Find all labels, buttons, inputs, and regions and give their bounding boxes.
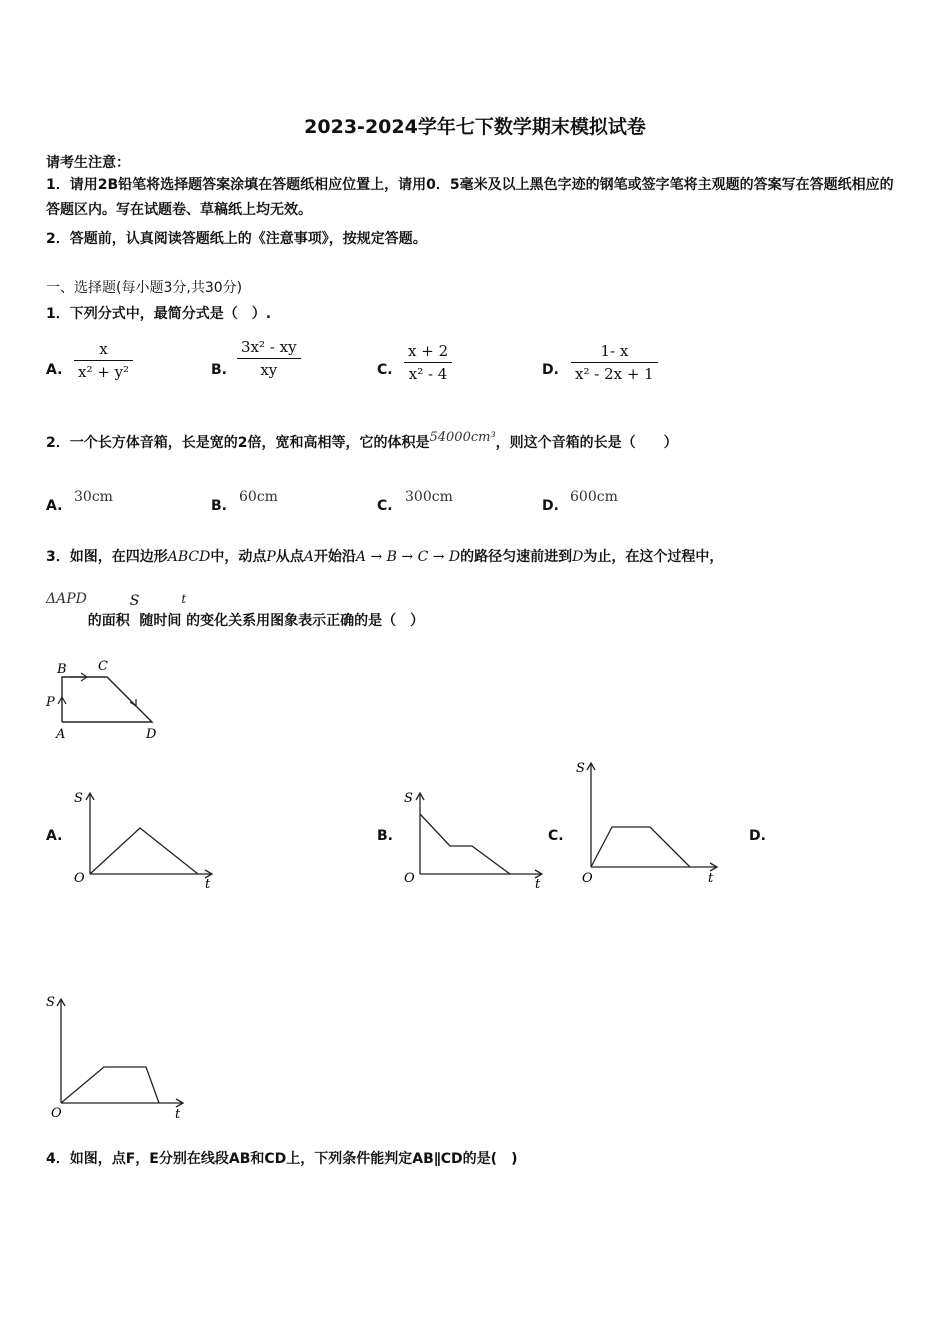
- q1-option-b-denominator: xy: [260, 361, 278, 379]
- q1-option-b-label: B.: [211, 362, 227, 378]
- q3-graph-a: [66, 786, 226, 896]
- page-title: 2023-2024学年七下数学期末模拟试卷: [304, 116, 646, 138]
- q1-option-a-fraction: [74, 340, 133, 381]
- q3-text-6: 为止，在这个过程中，: [583, 549, 724, 565]
- q3-text-8: 随时间: [139, 613, 182, 629]
- q3-text-1: 3．如图，在四边形: [46, 549, 168, 565]
- q3-graph-d: [42, 990, 202, 1124]
- fig-label-a: A: [56, 727, 66, 742]
- graph-c-axis-o: O: [582, 871, 593, 886]
- q3-text-5: 的路径匀速前进到: [460, 549, 573, 565]
- q2-option-d-value: 600cm: [570, 489, 618, 505]
- q3-point-a: A: [303, 549, 314, 565]
- fig-label-p: P: [46, 695, 55, 710]
- graph-b-axis-t: t: [535, 877, 541, 892]
- graph-d-axis-s: S: [46, 995, 55, 1010]
- fig-label-b: B: [57, 662, 67, 677]
- question-2-stem: [46, 432, 678, 452]
- q2-stem-before: 2．一个长方体音箱，长是宽的2倍，宽和高相等，它的体积是: [46, 435, 430, 451]
- q3-path: A → B → C → D: [355, 549, 461, 565]
- fig-label-d: D: [146, 727, 157, 742]
- q1-option-b-numerator: 3x² - xy: [237, 338, 301, 359]
- q1-option-a-denominator: x² + y²: [78, 363, 130, 381]
- q1-option-d-fraction: [571, 342, 658, 383]
- q3-option-c-label: C.: [548, 828, 564, 844]
- q3-quad: ABCD: [167, 549, 211, 565]
- q1-option-d-numerator: 1- x: [571, 342, 658, 363]
- graph-d-axis-o: O: [51, 1106, 62, 1121]
- question-3-stem-line2: [46, 591, 425, 629]
- q3-text-2: 中，动点: [210, 549, 267, 565]
- graph-a-axis-o: O: [74, 871, 85, 886]
- question-4-stem: 4．如图，点F，E分别在线段AB和CD上，下列条件能判定AB∥CD的是( ): [46, 1151, 518, 1167]
- graph-a-axis-s: S: [74, 791, 83, 806]
- q3-option-a-label: A.: [46, 828, 63, 844]
- fig-label-c: C: [98, 659, 108, 674]
- q2-option-c-value: 300cm: [405, 489, 453, 505]
- q3-option-d-label: D.: [749, 828, 766, 844]
- q3-option-b-label: B.: [377, 828, 393, 844]
- q2-option-b-label: B.: [211, 498, 227, 514]
- notice-item-2: 2．答题前，认真阅读答题纸上的《注意事项》，按规定答题。: [46, 231, 427, 247]
- q3-graph-c: [566, 756, 736, 890]
- graph-b-axis-o: O: [404, 871, 415, 886]
- q1-option-c-label: C.: [377, 362, 393, 378]
- question-1-stem: 1．下列分式中，最简分式是（ ）.: [46, 306, 272, 322]
- q2-option-b-value: 60cm: [239, 489, 278, 505]
- q3-var-t: t: [181, 592, 187, 606]
- q1-option-c-fraction: [404, 342, 452, 383]
- q1-option-c-numerator: x + 2: [404, 342, 452, 363]
- graph-d-axis-t: t: [175, 1107, 181, 1122]
- graph-c-axis-t: t: [708, 871, 714, 886]
- graph-b-axis-s: S: [404, 791, 413, 806]
- question-3-stem-line1: [46, 546, 723, 566]
- q3-quadrilateral-figure: [40, 650, 180, 750]
- q1-option-d-label: D.: [542, 362, 559, 378]
- q3-point-d: D: [572, 549, 584, 565]
- section-heading: 一、选择题(每小题3分,共30分): [46, 280, 243, 296]
- q2-stem-after: ，则这个音箱的长是（ ）: [495, 435, 678, 451]
- q1-option-a-numerator: x: [74, 340, 133, 361]
- notice-item-1: 1．请用2B铅笔将选择题答案涂填在答题纸相应位置上，请用0．5毫米及以上黑色字迹的钢笔或签字笔将主观题的答案写在答题纸相应的答题区内。写在试题卷、草稿纸上均无效。: [46, 177, 894, 218]
- q2-volume: 54000cm³: [429, 430, 496, 445]
- q1-option-c-denominator: x² - 4: [408, 365, 448, 383]
- q1-option-b-fraction: [237, 338, 301, 379]
- notice-heading: 请考生注意：: [46, 155, 130, 171]
- q1-option-d-denominator: x² - 2x + 1: [575, 365, 654, 383]
- q2-option-c-label: C.: [377, 498, 393, 514]
- q3-point-p: P: [266, 549, 276, 565]
- q1-option-a-label: A.: [46, 362, 63, 378]
- q2-option-a-value: 30cm: [74, 489, 113, 505]
- q3-var-s: S: [129, 593, 140, 609]
- q3-triangle: ΔAPD: [46, 591, 87, 607]
- q2-option-d-label: D.: [542, 498, 559, 514]
- q3-graph-b: [396, 786, 556, 896]
- graph-c-axis-s: S: [576, 761, 585, 776]
- graph-a-axis-t: t: [205, 877, 211, 892]
- q2-option-a-label: A.: [46, 498, 63, 514]
- q3-text-3: 从点: [275, 549, 304, 565]
- q3-text-4: 开始沿: [313, 549, 356, 565]
- q3-text-9: 的变化关系用图象表示正确的是（ ）: [186, 613, 425, 629]
- q3-text-7: 的面积: [87, 613, 130, 629]
